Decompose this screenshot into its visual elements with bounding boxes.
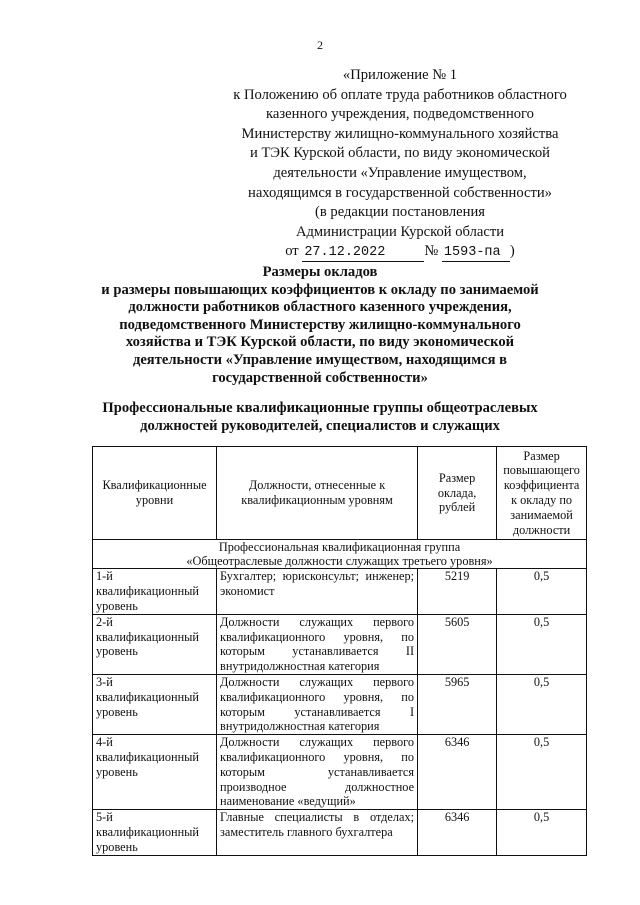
- positions-cell: Должности служащих первого квалификационного уровня, по которым устанавливается I внутридолжностная категория: [217, 674, 418, 734]
- title-line: должности работников областного казенного учреждения,: [128, 299, 512, 316]
- qualification-table: [92, 446, 587, 856]
- appendix-header: [215, 66, 585, 262]
- closing-paren: ): [509, 243, 515, 260]
- appendix-line: деятельности «Управление имуществом,: [273, 164, 527, 181]
- appendix-line: Администрации Курской области: [295, 223, 505, 240]
- subtitle-line: должностей руководителей, специалистов и служащих: [140, 417, 500, 434]
- title-line: государственной собственности»: [212, 369, 428, 386]
- coefficient-cell: 0,5: [497, 735, 587, 810]
- positions-cell: Должности служащих первого квалификационного уровня, по которым устанавливается II внутридолжностная категория: [217, 614, 418, 674]
- header-salary: Размер оклада, рублей: [418, 447, 497, 540]
- table-row: [93, 674, 587, 734]
- level-cell: 3-й квалификационный уровень: [93, 674, 217, 734]
- header-positions: Должности, отнесенные к квалификационным уровням: [217, 447, 418, 540]
- appendix-line: и ТЭК Курской области, по виду экономической: [249, 145, 550, 162]
- resolution-number: 1593-па: [442, 245, 510, 262]
- from-label: от: [285, 243, 299, 260]
- salary-cell: 5219: [418, 569, 497, 614]
- table-header-row: [93, 447, 587, 540]
- salary-cell: 5965: [418, 674, 497, 734]
- document-title: [80, 264, 560, 387]
- coefficient-cell: 0,5: [497, 810, 587, 855]
- salary-cell: 6346: [418, 735, 497, 810]
- header-level: Квалификационные уровни: [93, 447, 217, 540]
- level-cell: 1-й квалификационный уровень: [93, 569, 217, 614]
- table-row: [93, 614, 587, 674]
- title-line: деятельности «Управление имуществом, находящимся в: [132, 351, 508, 368]
- appendix-line: к Положению об оплате труда работников областного: [233, 86, 567, 103]
- table-row: [93, 810, 587, 855]
- salary-cell: 5605: [418, 614, 497, 674]
- subtitle-line: Профессиональные квалификационные группы общеотраслевых: [102, 400, 538, 416]
- number-label: №: [424, 243, 439, 260]
- coefficient-cell: 0,5: [497, 569, 587, 614]
- page-number: 2: [317, 38, 323, 52]
- positions-cell: Главные специалисты в отделах; заместитель главного бухгалтера: [217, 810, 418, 855]
- salary-cell: 6346: [418, 810, 497, 855]
- table-row: [93, 735, 587, 810]
- positions-cell: Бухгалтер; юрисконсульт; инженер; экономист: [217, 569, 418, 614]
- coefficient-cell: 0,5: [497, 674, 587, 734]
- appendix-line: «Приложение № 1: [342, 67, 458, 83]
- level-cell: 4-й квалификационный уровень: [93, 735, 217, 810]
- title-line: Размеры окладов: [262, 264, 378, 280]
- level-cell: 5-й квалификационный уровень: [93, 810, 217, 855]
- resolution-ref: [215, 242, 585, 262]
- section-subtitle: [80, 400, 560, 435]
- table-row: [93, 569, 587, 614]
- resolution-date: 27.12.2022: [302, 245, 424, 262]
- level-cell: 2-й квалификационный уровень: [93, 614, 217, 674]
- title-line: подведомственного Министерству жилищно-коммунального: [119, 316, 521, 333]
- title-line: хозяйства и ТЭК Курской области, по виду экономической: [125, 334, 515, 351]
- appendix-line: казенного учреждения, подведомственного: [266, 106, 534, 123]
- group-title: Профессиональная квалификационная группа «Общеотраслевые должности служащих третьего уровня»: [93, 540, 587, 569]
- positions-cell: Должности служащих первого квалификационного уровня, по которым устанавливается производное должностное наименование «ведущий»: [217, 735, 418, 810]
- coefficient-cell: 0,5: [497, 614, 587, 674]
- title-line: и размеры повышающих коэффициентов к окладу по занимаемой: [101, 281, 539, 298]
- group-row: [93, 540, 587, 569]
- appendix-line: Министерству жилищно-коммунального хозяйства: [241, 125, 559, 142]
- appendix-line: находящимся в государственной собственности»: [248, 184, 552, 201]
- appendix-line: (в редакции постановления: [315, 204, 485, 221]
- header-coefficient: Размер повышающего коэффициента к окладу по занимаемой должности: [497, 447, 587, 540]
